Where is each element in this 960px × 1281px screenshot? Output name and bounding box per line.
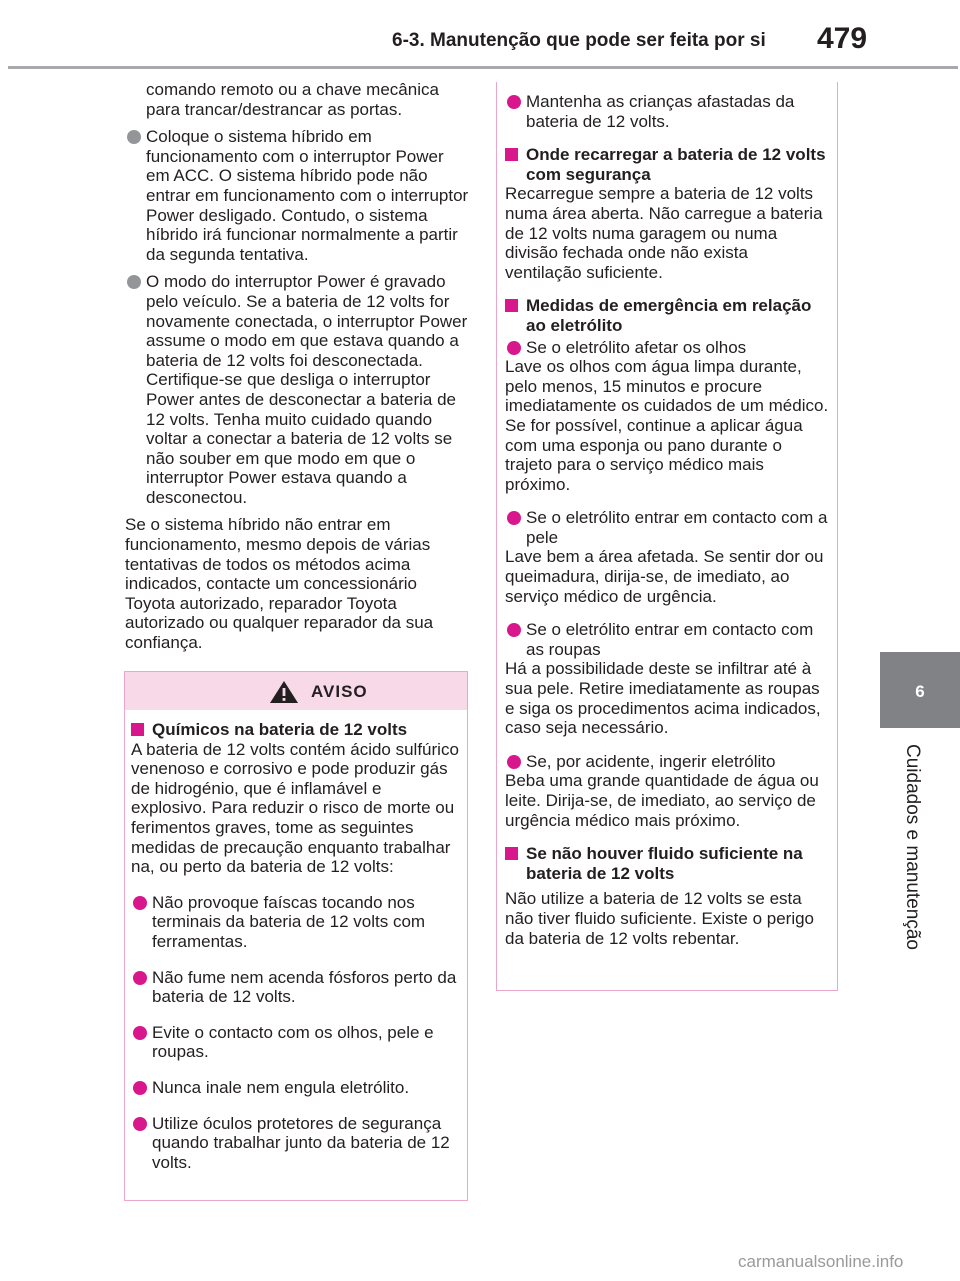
list-item-text: Se o eletrólito entrar em contacto com as roupas (526, 620, 814, 659)
paragraph: comando remoto ou a chave mecânica para trancar/destrancar as portas. (146, 80, 439, 119)
list-item (131, 968, 459, 1007)
square-bullet-icon (505, 148, 518, 161)
list-item (505, 92, 829, 131)
list-item-text: Não fume nem acenda fósforos perto da bateria de 12 volts. (152, 967, 457, 1007)
bullet-icon (507, 755, 521, 769)
list-item-text: Mantenha as crianças afastadas da bateria de 12 volts. (526, 92, 795, 131)
list-item-text: Utilize óculos protetores de segurança quando trabalhar junto da bateria de 12 volts. (152, 1113, 450, 1172)
list-item-text: Se, por acidente, ingerir eletrólito (526, 751, 776, 771)
list-item-text: Se o eletrólito afetar os olhos (526, 337, 747, 357)
warning-text: Lave os olhos com água limpa durante, pelo menos, 15 minutos e procure imediatamente os cuidados de um médico. Se for possível, continue a aplicar água com uma esponja ou pano durante o trajeto para o serviço médico mais próximo. (505, 357, 829, 494)
list-item (505, 338, 829, 358)
warning-triangle-icon (269, 680, 299, 704)
warning-heading (505, 145, 829, 184)
list-item-text: Coloque o sistema híbrido em funcionamento com o interruptor Power em ACC. O sistema híbrido pode não entrar em funcionamento com o interruptor Power desligado. Contudo, o sistema híbrido irá funcionar normalmente a partir da segunda tentativa. (146, 127, 469, 264)
warning-text: A bateria de 12 volts contém ácido sulfúrico venenoso e corrosivo e pode produzir gás de hidrogénio, que é inflamável e explosivo. Para reduzir o risco de morte ou ferimentos graves, tome as seguintes medidas de precaução enquanto trabalhar na, ou perto da bateria de 12 volts: (131, 739, 459, 877)
warning-heading-text: Químicos na bateria de 12 volts (152, 720, 408, 739)
warning-title: AVISO (311, 682, 368, 701)
warning-heading (505, 296, 829, 335)
warning-text: Lave bem a área afetada. Se sentir dor ou queimadura, dirija-se, de imediato, ao serviço médico de urgência. (505, 547, 824, 606)
bullet-icon (133, 971, 147, 985)
warning-heading-text: Medidas de emergência em relação ao eletrólito (526, 296, 812, 335)
list-item-text: Nunca inale nem engula eletrólito. (152, 1077, 410, 1097)
warning-heading (131, 720, 459, 740)
list-item (505, 752, 829, 772)
paragraph: Se o sistema híbrido não entrar em funcionamento, mesmo depois de várias tentativas de todos os métodos acima indicados, contacte um concessionário Toyota autorizado, reparador Toyota autorizado ou qualquer reparador da sua confiança. (125, 515, 434, 653)
chapter-tab[interactable] (880, 652, 960, 728)
list-item-text: Se o eletrólito entrar em contacto com a pele (526, 508, 828, 547)
chapter-label-container (875, 744, 923, 974)
bullet-icon (507, 511, 521, 525)
warning-box-continued (496, 82, 838, 991)
warning-heading-text: Se não houver fluido suficiente na bateria de 12 volts (526, 844, 803, 883)
warning-text: Beba uma grande quantidade de água ou leite. Dirija-se, de imediato, ao serviço de urgência médico mais próximo. (505, 771, 819, 830)
left-column (125, 80, 470, 653)
bullet-icon (507, 623, 521, 637)
bullet-icon (127, 130, 141, 144)
chapter-number: 6 (915, 682, 925, 701)
warning-body (497, 82, 837, 948)
bullet-icon (127, 275, 141, 289)
list-item (125, 272, 470, 507)
warning-heading (505, 844, 829, 883)
bullet-icon (507, 95, 521, 109)
bullet-icon (133, 896, 147, 910)
square-bullet-icon (131, 723, 144, 736)
list-item (131, 893, 459, 952)
list-item (505, 508, 829, 547)
bullet-icon (133, 1026, 147, 1040)
bullet-icon (507, 341, 521, 355)
list-item-text: Evite o contacto com os olhos, pele e roupas. (152, 1022, 434, 1062)
chapter-label: Cuidados e manutenção (902, 744, 923, 950)
list-item (131, 1114, 459, 1173)
bullet-icon (133, 1117, 147, 1131)
list-item (125, 127, 470, 264)
list-item (131, 1078, 459, 1098)
warning-text: Não utilize a bateria de 12 volts se esta não tiver fluido suficiente. Existe o perigo da bateria de 12 volts rebentar. (505, 889, 815, 948)
list-item-text: Não provoque faíscas tocando nos terminais da bateria de 12 volts com ferramentas. (152, 892, 426, 951)
warning-text: Recarregue sempre a bateria de 12 volts numa área aberta. Não carregue a bateria de 12 volts numa garagem ou numa divisão fechada onde não exista ventilação suficiente. (505, 184, 823, 282)
list-item (505, 620, 829, 659)
bullet-icon (133, 1081, 147, 1095)
header-divider (8, 66, 958, 69)
warning-body (125, 710, 467, 1172)
warning-text: Há a possibilidade deste se infiltrar até à sua pele. Retire imediatamente as roupas e siga os procedimentos acima indicados, caso seja necessário. (505, 659, 821, 738)
page-number: 479 (817, 22, 868, 55)
section-title: 6-3. Manutenção que pode ser feita por si (392, 30, 766, 51)
square-bullet-icon (505, 847, 518, 860)
warning-box (124, 671, 468, 1201)
list-item-text: O modo do interruptor Power é gravado pelo veículo. Se a bateria de 12 volts for novamente conectada, o interruptor Power assume o modo em que estava quando a bateria de 12 volts foi desconectada. Certifique-se que desliga o interruptor Power antes de desconectar a bateria de 12 volts. Tenha muito cuidado quando voltar a conectar a bateria de 12 volts se não souber em que modo em que o interruptor Power estava quando a desconectou. (146, 272, 468, 507)
warning-heading-text: Onde recarregar a bateria de 12 volts com segurança (526, 145, 826, 184)
list-item (131, 1023, 459, 1062)
square-bullet-icon (505, 299, 518, 312)
watermark: carmanualsonline.info (738, 1252, 904, 1271)
warning-header (125, 672, 467, 710)
